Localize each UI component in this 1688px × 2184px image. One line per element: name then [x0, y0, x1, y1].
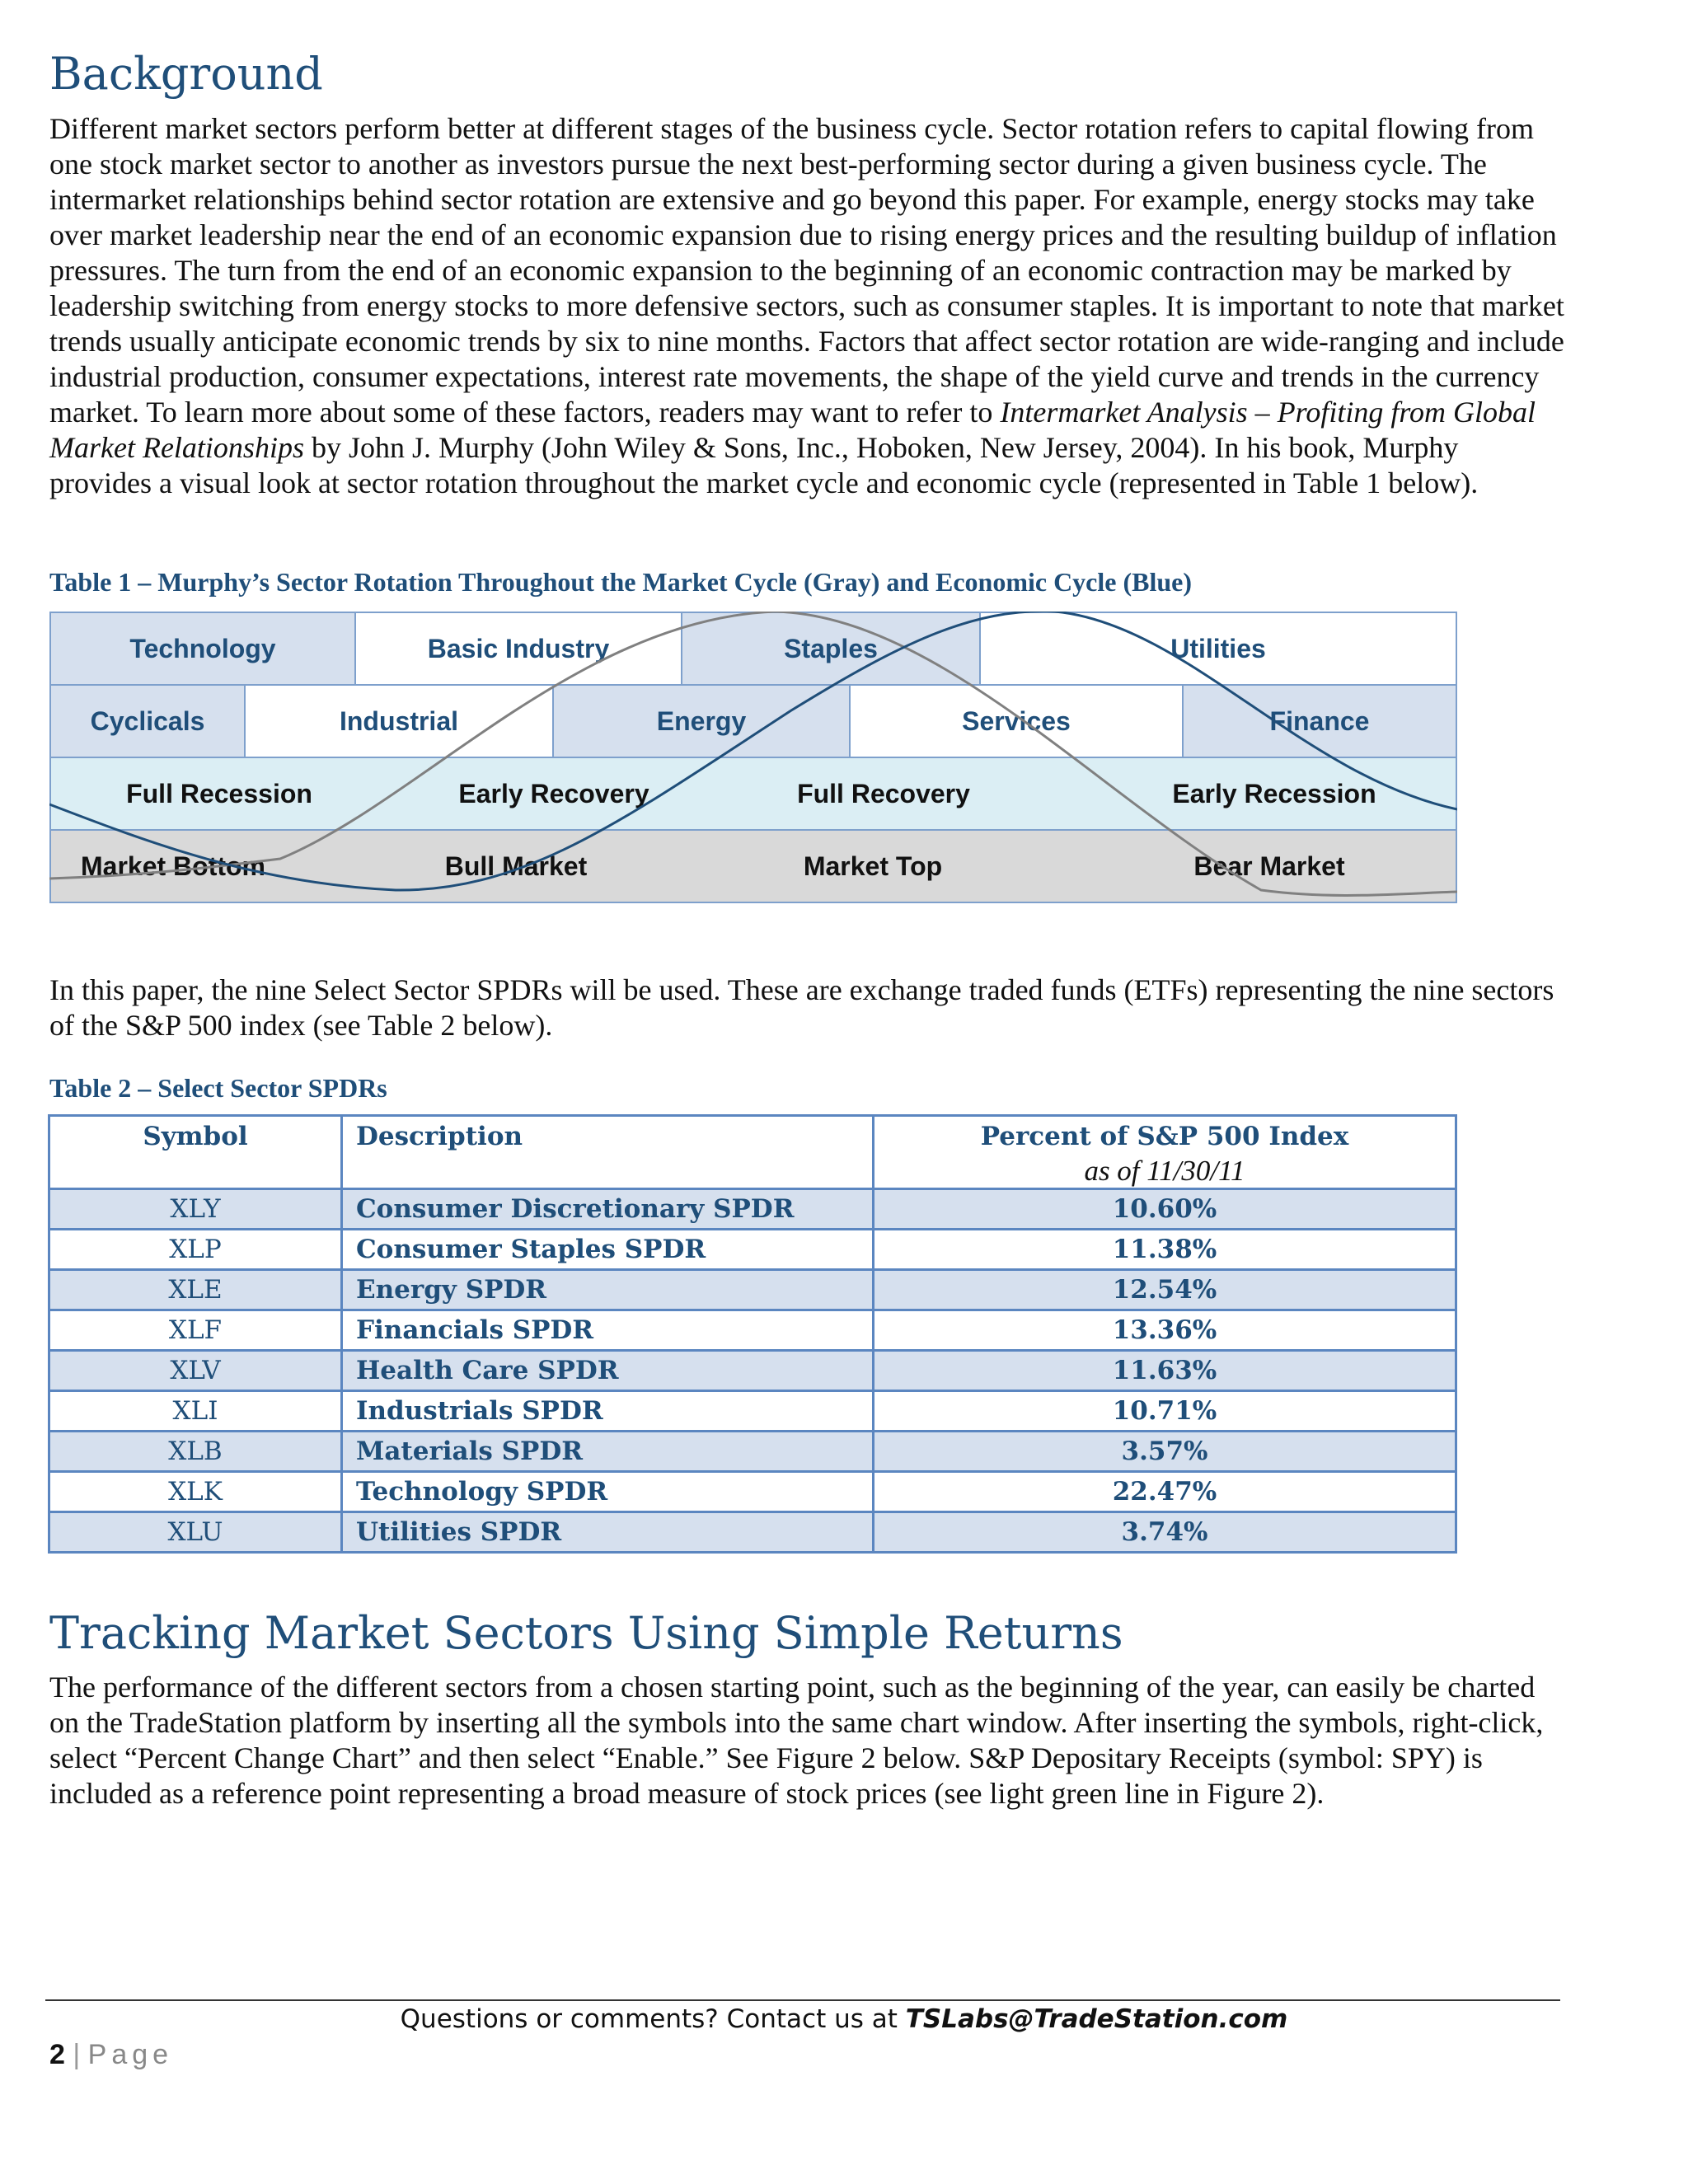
- table-row: [49, 1230, 1456, 1270]
- stage-early-recovery: Early Recovery: [458, 778, 649, 808]
- cycle-curves: [49, 612, 1457, 903]
- header-description: Description: [342, 1116, 874, 1189]
- economic-cycle-curve: [49, 612, 1457, 890]
- table-row: [49, 1391, 1456, 1432]
- percent-cell: 10.71%: [874, 1391, 1456, 1432]
- sector-energy: Energy: [552, 684, 851, 758]
- background-paragraph: [49, 111, 1566, 501]
- sector-utilities: Utilities: [979, 612, 1457, 686]
- description-cell: Utilities SPDR: [342, 1512, 874, 1553]
- sector-rotation-diagram: [49, 612, 1457, 903]
- page-word: Page: [87, 2039, 174, 2070]
- stage-full-recession: Full Recession: [126, 778, 312, 808]
- table2-caption: Table 2 – Select Sector SPDRs: [49, 1073, 387, 1103]
- market-cycle-curve: [49, 612, 1457, 895]
- description-cell: Financials SPDR: [342, 1310, 874, 1351]
- percent-cell: 10.60%: [874, 1189, 1456, 1230]
- stage-bear-market: Bear Market: [1193, 851, 1345, 881]
- percent-cell: 3.57%: [874, 1432, 1456, 1472]
- footer-email-link[interactable]: TSLabs@TradeStation.com: [905, 2004, 1288, 2034]
- table-header-row: [49, 1116, 1456, 1189]
- sector-cyclicals: Cyclicals: [49, 684, 246, 758]
- header-percent-date: as of 11/30/11: [1084, 1155, 1245, 1187]
- table-row: [49, 1310, 1456, 1351]
- stage-market-bottom: Market Bottom: [80, 851, 265, 881]
- table1-caption: Table 1 – Murphy’s Sector Rotation Throughout the Market Cycle (Gray) and Economic Cycle (Blue): [49, 567, 1193, 597]
- symbol-cell: XLI: [49, 1391, 342, 1432]
- background-heading: Background: [49, 48, 323, 100]
- tracking-heading: Tracking Market Sectors Using Simple Returns: [49, 1607, 1123, 1659]
- page-number-value: 2: [49, 2039, 65, 2070]
- table-row: [49, 1270, 1456, 1310]
- description-cell: Health Care SPDR: [342, 1351, 874, 1391]
- symbol-cell: XLP: [49, 1230, 342, 1270]
- table-row: [49, 1432, 1456, 1472]
- percent-cell: 3.74%: [874, 1512, 1456, 1553]
- footer-text: Questions or comments? Contact us at: [400, 2004, 906, 2034]
- table-row: [49, 1512, 1456, 1553]
- sector-technology: Technology: [49, 612, 356, 686]
- stage-market-top: Market Top: [803, 851, 943, 881]
- percent-cell: 12.54%: [874, 1270, 1456, 1310]
- table2-intro: In this paper, the nine Select Sector SPDRs will be used. These are exchange traded funds (ETFs) representing the nine sectors of the S&P 500 index (see Table 2 below).: [49, 973, 1554, 1042]
- description-cell: Materials SPDR: [342, 1432, 874, 1472]
- tracking-paragraph: The performance of the different sectors from a chosen starting point, such as the beginning of the year, can easily be charted on the TradeStation platform by inserting all the symbols into the same chart window. After inserting the symbols, right-click, select “Percent Change Chart” and then select “Enable.” See Figure 2 below. S&P Depositary Receipts (symbol: SPY) is included as a reference point representing a broad measure of stock prices (see light green line in Figure 2).: [49, 1671, 1544, 1810]
- percent-cell: 22.47%: [874, 1472, 1456, 1512]
- symbol-cell: XLE: [49, 1270, 342, 1310]
- sector-industrial: Industrial: [244, 684, 554, 758]
- stage-full-recovery: Full Recovery: [797, 778, 970, 808]
- description-cell: Energy SPDR: [342, 1270, 874, 1310]
- sector-basic-industry: Basic Industry: [354, 612, 682, 686]
- symbol-cell: XLB: [49, 1432, 342, 1472]
- description-cell: Consumer Staples SPDR: [342, 1230, 874, 1270]
- percent-cell: 11.38%: [874, 1230, 1456, 1270]
- stage-bull-market: Bull Market: [444, 851, 588, 881]
- background-text-start: Different market sectors perform better at different stages of the business cycle. Sector rotation refers to capital flowing from one stock market sector to another as investors pursue the next best-performing sector during a given business cycle. The intermarket relationships behind sector rotation are extensive and go beyond this paper. For example, energy stocks may take over market leadership near the end of an economic expansion due to rising energy prices and the resulting buildup of inflation pressures. The turn from the end of an economic expansion to the beginning of an economic contraction may be marked by leadership switching from energy stocks to more defensive sectors, such as consumer staples. It is important to note that market trends usually anticipate economic trends by six to nine months. Factors that affect sector rotation are wide-ranging and include industrial production, consumer expectations, interest rate movements, the shape of the yield curve and trends in the currency market. To learn more about some of these factors, readers may want to refer to: [49, 112, 1564, 429]
- percent-cell: 13.36%: [874, 1310, 1456, 1351]
- page-number: [49, 2039, 173, 2071]
- stage-early-recession: Early Recession: [1172, 778, 1376, 808]
- symbol-cell: XLF: [49, 1310, 342, 1351]
- header-symbol: Symbol: [49, 1116, 342, 1189]
- table-row: [49, 1472, 1456, 1512]
- header-percent: [874, 1116, 1456, 1189]
- book-title: Intermarket Analysis – Profiting from Global Market Relationships: [49, 396, 1536, 464]
- sector-finance: Finance: [1182, 684, 1457, 758]
- symbol-cell: XLY: [49, 1189, 342, 1230]
- description-cell: Technology SPDR: [342, 1472, 874, 1512]
- symbol-cell: XLK: [49, 1472, 342, 1512]
- description-cell: Consumer Discretionary SPDR: [342, 1189, 874, 1230]
- symbol-cell: XLV: [49, 1351, 342, 1391]
- footer: [0, 2004, 1688, 2034]
- footer-divider: [45, 1999, 1560, 2001]
- table-row: [49, 1351, 1456, 1391]
- description-cell: Industrials SPDR: [342, 1391, 874, 1432]
- symbol-cell: XLU: [49, 1512, 342, 1553]
- background-text-end: by John J. Murphy (John Wiley & Sons, Inc., Hoboken, New Jersey, 2004). In his book, Murphy provides a visual look at sector rotation throughout the market cycle and economic cycle (represented in Table 1 below).: [49, 431, 1479, 499]
- percent-cell: 11.63%: [874, 1351, 1456, 1391]
- sector-services: Services: [849, 684, 1184, 758]
- page-separator: |: [73, 2039, 81, 2070]
- sector-staples: Staples: [681, 612, 981, 686]
- table-row: [49, 1189, 1456, 1230]
- spdr-table: [48, 1114, 1457, 1554]
- header-percent-label: Percent of S&P 500 Index: [980, 1122, 1349, 1151]
